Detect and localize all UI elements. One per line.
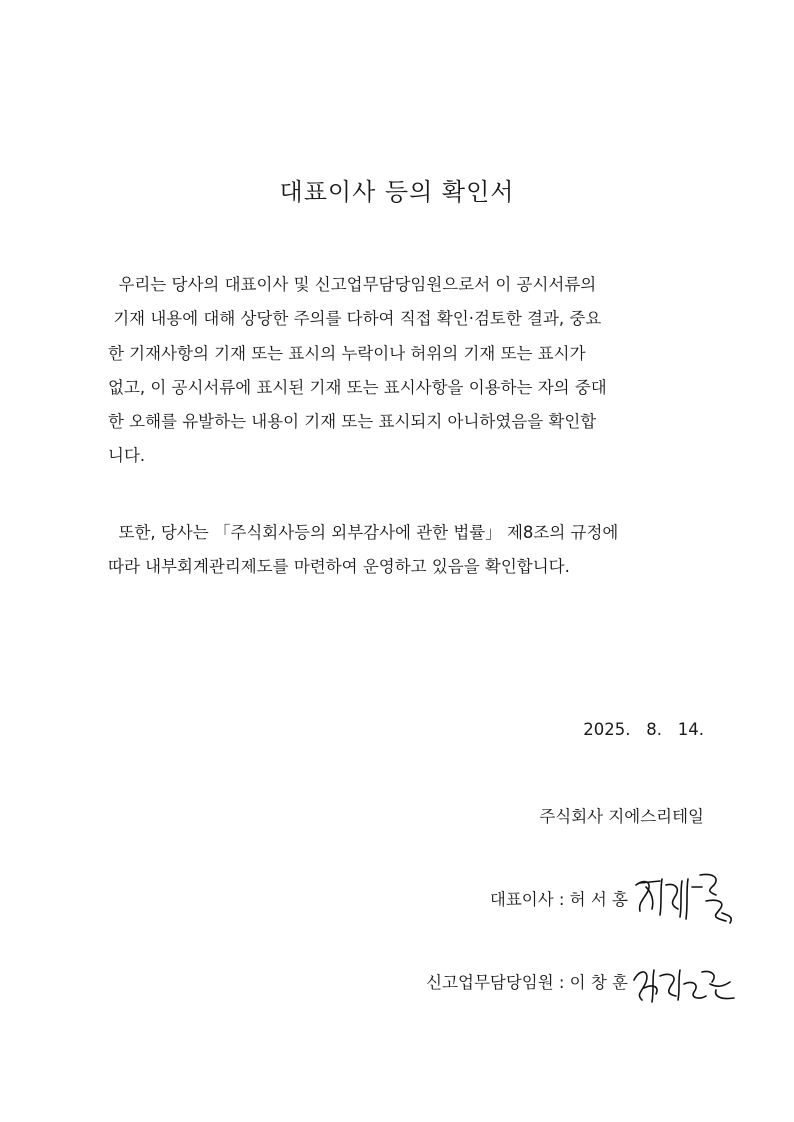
reporting-officer-signature [630, 958, 740, 1008]
paragraph-line: 없고, 이 공시서류에 표시된 기재 또는 표시사항을 이용하는 자의 중대 [108, 377, 607, 397]
document-title: 대표이사 등의 확인서 [279, 178, 515, 206]
paragraph-line: 한 오해를 유발하는 내용이 기재 또는 표시되지 아니하였음을 확인합 [108, 412, 597, 432]
document-date: 2025. 8. 14. [583, 720, 704, 739]
internal-control-paragraph [108, 516, 708, 585]
representative-signature [630, 865, 750, 925]
confirmation-paragraph [108, 268, 708, 474]
paragraph-line: 기재 내용에 대해 상당한 주의를 다하여 직접 확인·검토한 결과, 중요 [108, 309, 602, 329]
paragraph-line: 또한, 당사는 「주식회사등의 외부감사에 관한 법률」 제8조의 규정에 [108, 523, 619, 542]
company-name: 주식회사 지에스리테일 [539, 807, 704, 826]
paragraph-line: 한 기재사항의 기재 또는 표시의 누락이나 허위의 기재 또는 표시가 [108, 343, 586, 363]
paragraph-line: 따라 내부회계관리제도를 마련하여 운영하고 있음을 확인합니다. [108, 557, 570, 577]
paragraph-line: 니다. [108, 446, 146, 466]
paragraph-line: 우리는 당사의 대표이사 및 신고업무담당임원으로서 이 공시서류의 [108, 275, 597, 294]
representative-line: 대표이사 : 허 서 홍 [489, 890, 628, 909]
reporting-officer-line: 신고업무담당임원 : 이 창 훈 [426, 973, 628, 992]
